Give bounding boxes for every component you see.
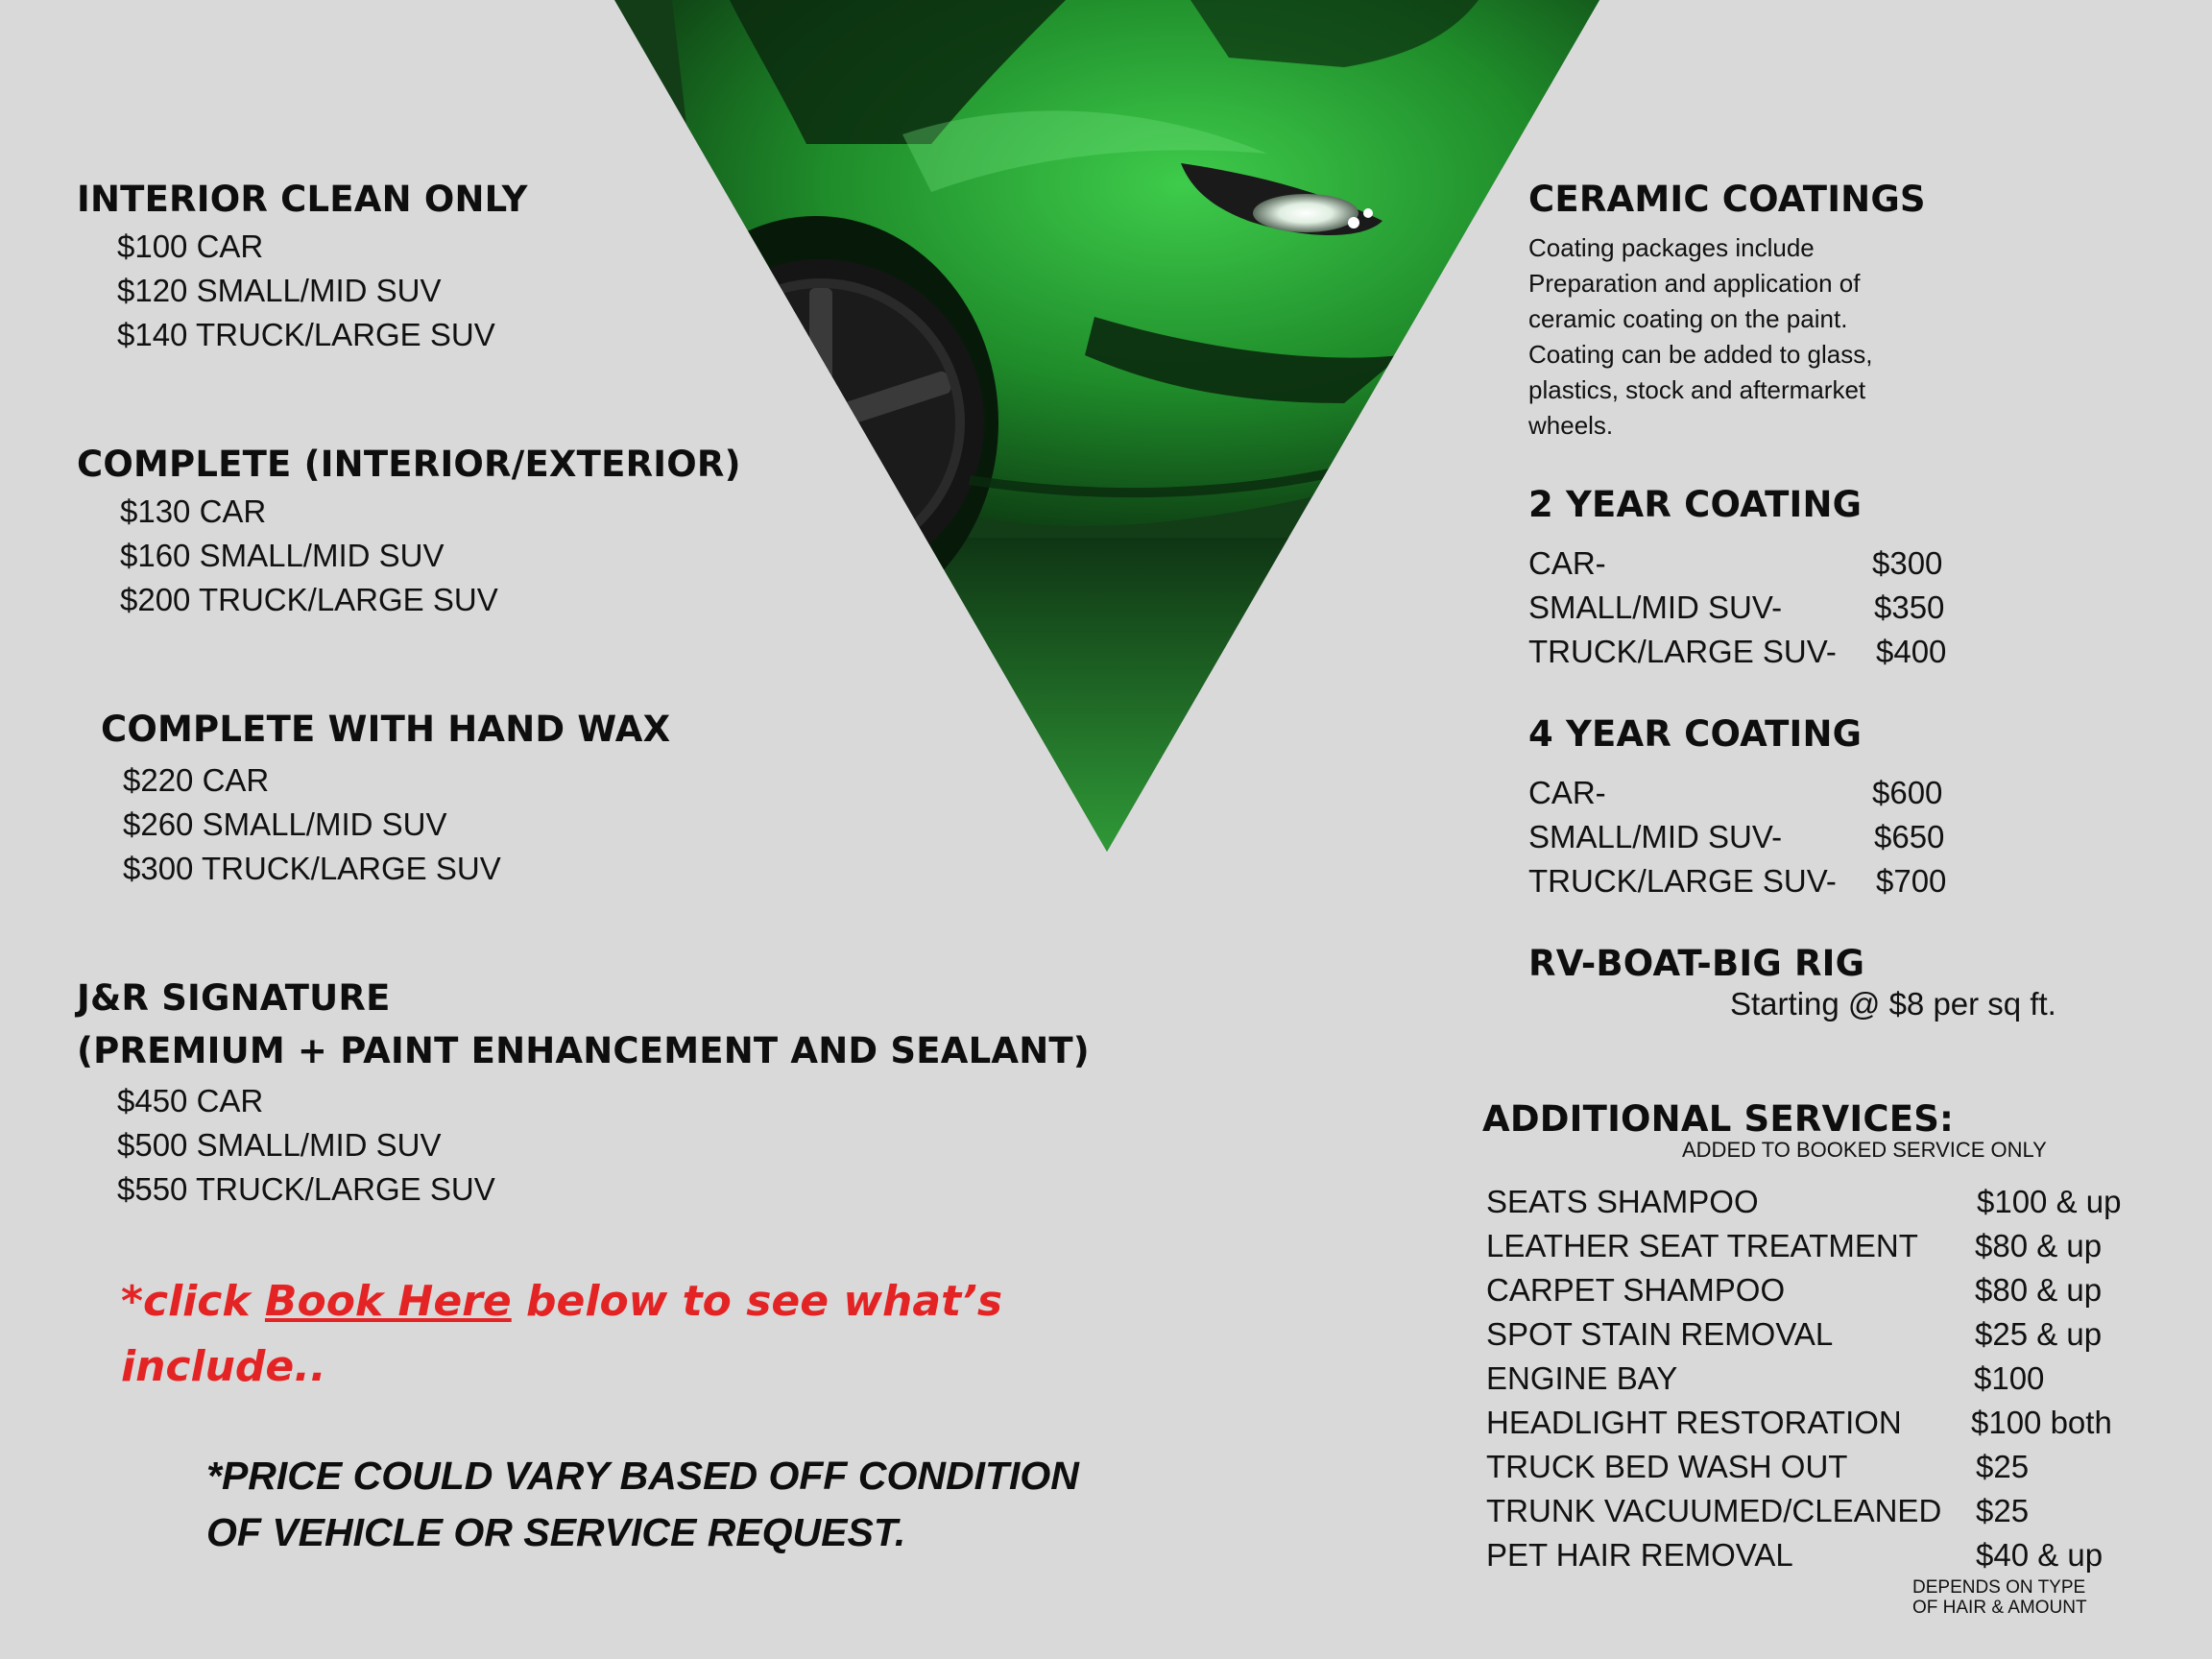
price-disclaimer xyxy=(206,1448,1079,1561)
service-row xyxy=(1486,1445,2158,1489)
disclaimer-line-1: *PRICE COULD VARY BASED OFF CONDITION xyxy=(206,1454,1079,1498)
service-row xyxy=(1486,1312,2158,1357)
desc-line: Coating packages include xyxy=(1528,233,1815,262)
row-label: CAR- xyxy=(1528,545,1606,581)
price-line: $140 TRUCK/LARGE SUV xyxy=(117,317,495,352)
row-label: SMALL/MID SUV- xyxy=(1528,589,1783,625)
signature-prices xyxy=(117,1079,495,1212)
price-row xyxy=(1528,630,1989,674)
service-row xyxy=(1486,1224,2158,1268)
row-price: $350 xyxy=(1874,589,1945,625)
footnote-line: OF HAIR & AMOUNT xyxy=(1912,1598,2087,1618)
cta-line-1 xyxy=(121,1269,1002,1334)
row-label: SMALL/MID SUV- xyxy=(1528,819,1783,854)
four-year-prices xyxy=(1528,771,1989,903)
service-row xyxy=(1486,1401,2158,1445)
service-price: $25 xyxy=(1976,1449,2030,1484)
cta-line-2: include.. xyxy=(121,1342,326,1391)
desc-line: ceramic coating on the paint. xyxy=(1528,304,1848,333)
price-row xyxy=(1528,859,1989,903)
price-line: $550 TRUCK/LARGE SUV xyxy=(117,1171,495,1207)
service-label: ENGINE BAY xyxy=(1486,1360,1678,1396)
service-price: $40 & up xyxy=(1976,1537,2104,1573)
price-line: $500 SMALL/MID SUV xyxy=(117,1127,442,1163)
desc-line: Coating can be added to glass, xyxy=(1528,340,1873,369)
row-label: TRUCK/LARGE SUV- xyxy=(1528,634,1837,669)
price-line: $130 CAR xyxy=(120,493,267,529)
service-price: $25 & up xyxy=(1975,1316,2103,1352)
price-row xyxy=(1528,771,1989,815)
service-row xyxy=(1486,1268,2158,1312)
four-year-title: 4 YEAR COATING xyxy=(1528,713,1863,755)
service-label: PET HAIR REMOVAL xyxy=(1486,1537,1793,1573)
additional-services-subtitle: ADDED TO BOOKED SERVICE ONLY xyxy=(1682,1138,2047,1162)
service-row xyxy=(1486,1180,2158,1224)
price-line: $260 SMALL/MID SUV xyxy=(123,806,447,842)
price-line: $120 SMALL/MID SUV xyxy=(117,273,442,308)
service-price: $100 xyxy=(1974,1360,2045,1396)
ceramic-title: CERAMIC COATINGS xyxy=(1528,179,1926,220)
disclaimer-line-2: OF VEHICLE OR SERVICE REQUEST. xyxy=(206,1510,906,1554)
price-line: $100 CAR xyxy=(117,228,264,264)
service-row xyxy=(1486,1357,2158,1401)
signature-title: J&R SIGNATURE xyxy=(77,977,391,1019)
footnote-line: DEPENDS ON TYPE xyxy=(1912,1577,2086,1598)
service-price: $100 both xyxy=(1971,1405,2112,1440)
ceramic-description xyxy=(1528,230,1872,444)
price-row xyxy=(1528,541,1989,586)
price-line: $200 TRUCK/LARGE SUV xyxy=(120,582,498,617)
service-row xyxy=(1486,1533,2158,1577)
service-label: TRUNK VACUUMED/CLEANED xyxy=(1486,1493,1942,1528)
service-price: $80 & up xyxy=(1975,1228,2103,1263)
service-label: LEATHER SEAT TREATMENT xyxy=(1486,1228,1918,1263)
hand-wax-title: COMPLETE WITH HAND WAX xyxy=(101,709,671,750)
additional-services-list xyxy=(1486,1180,2158,1577)
row-price: $650 xyxy=(1874,819,1945,854)
book-here-callout xyxy=(121,1269,1002,1400)
service-label: SPOT STAIN REMOVAL xyxy=(1486,1316,1834,1352)
complete-prices xyxy=(120,490,498,622)
interior-clean-title: INTERIOR CLEAN ONLY xyxy=(77,179,528,220)
row-price: $700 xyxy=(1876,863,1947,899)
row-label: TRUCK/LARGE SUV- xyxy=(1528,863,1837,899)
price-line: $160 SMALL/MID SUV xyxy=(120,538,445,573)
service-label: SEATS SHAMPOO xyxy=(1486,1184,1759,1219)
row-price: $400 xyxy=(1876,634,1947,669)
complete-title: COMPLETE (INTERIOR/EXTERIOR) xyxy=(77,444,741,485)
service-price: $100 & up xyxy=(1977,1184,2122,1219)
service-row xyxy=(1486,1489,2158,1533)
service-label: CARPET SHAMPOO xyxy=(1486,1272,1786,1308)
desc-line: Preparation and application of xyxy=(1528,269,1861,298)
cta-prefix: *click xyxy=(121,1277,265,1326)
row-price: $600 xyxy=(1872,775,1943,810)
additional-services-title: ADDITIONAL SERVICES: xyxy=(1482,1098,1955,1140)
hand-wax-prices xyxy=(123,758,501,891)
interior-clean-prices xyxy=(117,225,495,357)
service-price: $80 & up xyxy=(1975,1272,2103,1308)
book-here-link[interactable]: Book Here xyxy=(264,1277,512,1326)
two-year-title: 2 YEAR COATING xyxy=(1528,484,1863,525)
two-year-prices xyxy=(1528,541,1989,674)
pet-hair-footnote xyxy=(1912,1577,2087,1618)
price-line: $450 CAR xyxy=(117,1083,264,1118)
price-row xyxy=(1528,815,1989,859)
row-price: $300 xyxy=(1872,545,1943,581)
rv-boat-price: Starting @ $8 per sq ft. xyxy=(1730,986,2056,1022)
car-photo-triangle xyxy=(614,0,1599,852)
signature-subtitle: (PREMIUM + PAINT ENHANCEMENT AND SEALANT) xyxy=(77,1030,1090,1071)
price-line: $220 CAR xyxy=(123,762,270,798)
desc-line: wheels. xyxy=(1528,411,1614,440)
rv-boat-title: RV-BOAT-BIG RIG xyxy=(1528,943,1865,984)
service-label: HEADLIGHT RESTORATION xyxy=(1486,1405,1902,1440)
row-label: CAR- xyxy=(1528,775,1606,810)
cta-suffix: below to see what’s xyxy=(511,1277,1003,1326)
price-row xyxy=(1528,586,1989,630)
service-label: TRUCK BED WASH OUT xyxy=(1486,1449,1848,1484)
service-price: $25 xyxy=(1976,1493,2030,1528)
desc-line: plastics, stock and aftermarket xyxy=(1528,375,1866,404)
price-line: $300 TRUCK/LARGE SUV xyxy=(123,851,501,886)
